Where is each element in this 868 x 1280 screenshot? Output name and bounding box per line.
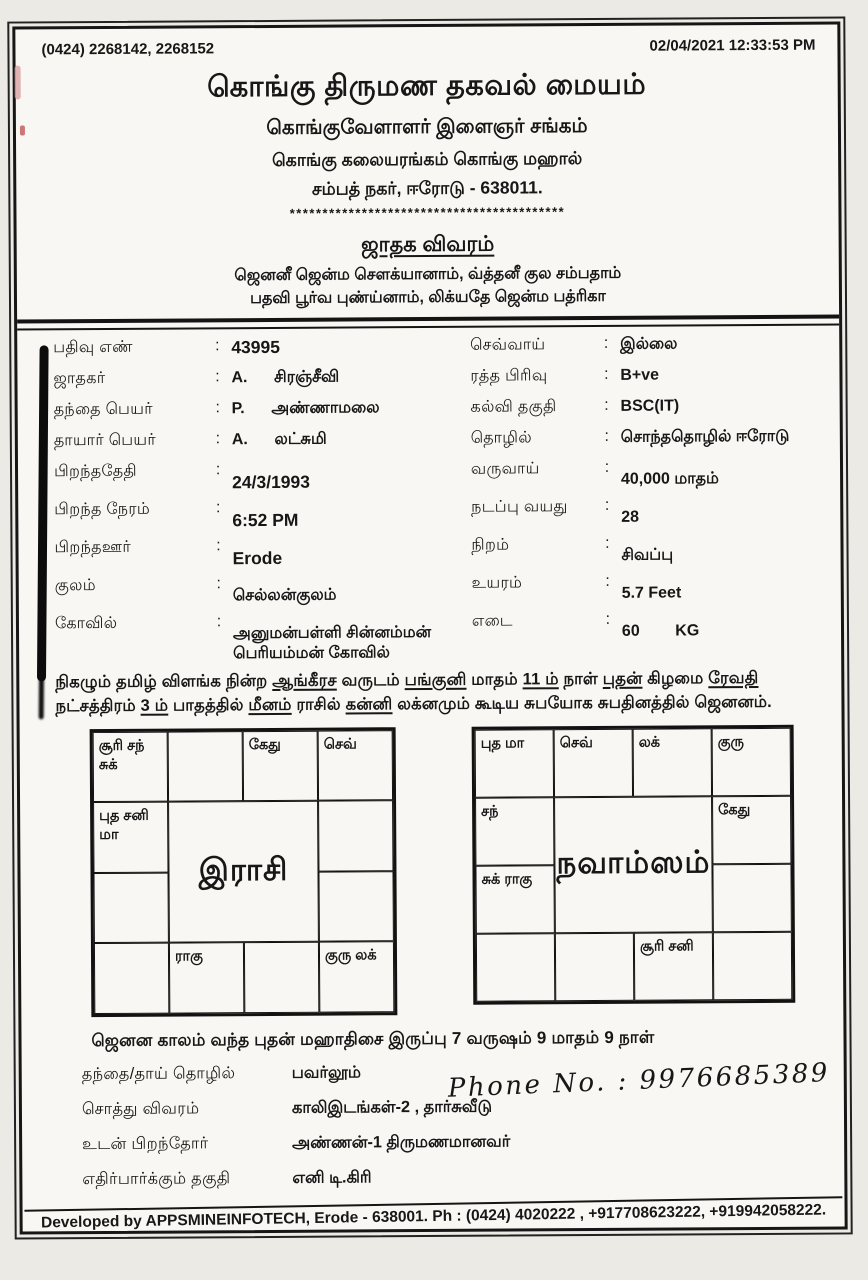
field-value: 40,000 மாதம் — [620, 470, 719, 488]
detail-row — [472, 610, 827, 650]
plain-text: நிகழும் தமிழ் விளங்க நின்ற — [55, 671, 273, 692]
field-value: 5.7 Feet — [621, 584, 682, 602]
astrology-charts — [20, 714, 844, 1017]
detail-row — [470, 396, 825, 429]
field-colon: : — [605, 572, 610, 590]
chart-title: நவாம்ஸம் — [554, 796, 713, 933]
field-value: A. லட்சுமி — [231, 430, 327, 449]
horoscope-intro — [17, 230, 839, 310]
field-label: உயரம் — [471, 574, 523, 592]
plain-text: ராசில் — [291, 695, 346, 714]
chart-house-cell: குரு லக் — [319, 942, 394, 1013]
dasa-balance-line: ஜெனன காலம் வந்த புதன் மஹாதிசை இருப்பு 7 வருஷம் 9 மாதம் 9 நாள் — [91, 1027, 655, 1050]
detail-row — [54, 536, 471, 577]
field-colon: : — [604, 427, 609, 445]
field-colon: : — [605, 534, 610, 552]
detail-row — [54, 498, 471, 539]
detail-row — [55, 574, 472, 615]
field-label: குலம் — [54, 577, 96, 595]
info-value: அண்ணன்-1 திருமணமானவர் — [292, 1132, 511, 1152]
chart-house-cell: புத சனி மா — [93, 802, 168, 873]
field-colon: : — [215, 368, 220, 386]
plain-text: கிழமை — [642, 669, 709, 688]
chart-house-cell: புத மா — [475, 729, 554, 797]
detail-row — [472, 572, 827, 612]
field-value: BSC(IT) — [620, 397, 680, 415]
organisation-address: சம்பத் நகர், ஈரோடு - 638011. — [311, 177, 543, 199]
chart-house-cell: சுக் ராகு — [475, 865, 554, 933]
chart-house-cell — [713, 932, 792, 1000]
detail-row — [471, 496, 826, 536]
chart-house-cell — [555, 933, 634, 1001]
chart-house-cell — [168, 731, 243, 802]
field-value: 24/3/1993 — [232, 471, 311, 493]
field-colon: : — [604, 396, 609, 414]
chart-house-cell — [476, 933, 555, 1001]
field-colon: : — [216, 613, 222, 631]
print-timestamp: 02/04/2021 12:33:53 PM — [649, 36, 816, 55]
field-colon: : — [215, 430, 221, 448]
field-colon: : — [604, 496, 610, 514]
plain-text: லக்னமும் கூடிய சுபயோக சுபதினத்தில் ஜெனனம். — [392, 692, 772, 714]
field-value: சொந்ததொழில் ஈரோடு — [620, 427, 790, 446]
field-value: 6:52 PM — [232, 509, 299, 531]
field-colon: : — [216, 537, 221, 555]
chart-house-cell: சூரி சந் சுக் — [93, 731, 168, 802]
field-colon: : — [215, 399, 220, 417]
field-colon: : — [214, 337, 220, 355]
info-label: உடன் பிறந்தோர் — [82, 1134, 209, 1153]
field-value: 28 — [621, 508, 640, 526]
field-value: சிவப்பு — [621, 546, 674, 564]
chart-house-cell: ராகு — [169, 942, 244, 1013]
plain-text: நட்சத்திரம் — [55, 696, 141, 716]
underlined-term: மீனம் — [248, 695, 292, 715]
chart-house-cell: கேது — [243, 731, 318, 802]
underlined-term: பங்குனி — [404, 670, 467, 690]
field-colon: : — [215, 499, 221, 517]
field-value: அனுமன்பள்ளி சின்னம்மன் பெரியம்மன் கோவில் — [232, 623, 432, 663]
field-value: P. அண்ணாமலை — [231, 399, 380, 418]
field-label: பிறந்தஊர் — [54, 538, 132, 557]
chart-house-cell: லக் — [633, 728, 712, 796]
field-label: கோவில் — [54, 614, 118, 633]
chart-house-cell — [93, 872, 168, 943]
plain-text: பாதத்தில் — [168, 696, 249, 715]
detail-row — [470, 334, 825, 367]
navamsam-chart — [472, 725, 796, 1005]
underlined-term: ஆங்கீரச — [272, 671, 337, 690]
detail-row — [53, 336, 470, 370]
details-right-column — [470, 334, 827, 663]
field-label: ஜாதகர் — [53, 369, 106, 388]
field-label: ரத்த பிரிவு — [470, 367, 548, 385]
field-colon: : — [603, 334, 609, 352]
rasi-chart — [90, 727, 398, 1017]
details-left-column — [53, 336, 472, 666]
chart-house-cell — [712, 864, 791, 932]
organisation-block — [16, 67, 839, 222]
field-label: நிறம் — [471, 536, 510, 554]
handwritten-phone-number: Phone No. : 9976685389 — [447, 1058, 831, 1104]
info-label: எதிர்பார்க்கும் தகுதி — [82, 1169, 231, 1188]
shloka-line-1: ஜெனனீ ஜென்ம சௌக்யானாம், வ்த்தனீ குல சம்பதாம் — [234, 264, 622, 285]
office-phone-numbers: (0424) 2268142, 2268152 — [41, 40, 215, 59]
info-label: தந்தை/தாய் தொழில் — [81, 1064, 236, 1083]
chart-title: இராசி — [168, 801, 319, 943]
info-value: பவர்லூம் — [291, 1063, 362, 1082]
field-label: பிறந்ததேதி — [53, 462, 137, 481]
field-label: தாயார் பெயர் — [53, 431, 157, 450]
organisation-hall: கொங்கு கலையரங்கம் கொங்கு மஹால் — [271, 148, 583, 170]
detail-row — [470, 365, 825, 398]
field-label: செவ்வாய் — [470, 336, 546, 354]
chart-house-cell — [318, 801, 393, 872]
personal-details-section — [17, 325, 841, 665]
underlined-term: கன்னி — [345, 695, 393, 714]
chart-house-cell: குரு — [712, 728, 791, 796]
info-label: சொத்து விவரம் — [81, 1099, 200, 1118]
info-value: காலிஇடங்கள்-2 , தார்சுவீடு — [291, 1097, 493, 1117]
detail-row — [471, 534, 826, 574]
field-colon: : — [605, 610, 611, 628]
underlined-term: புதன் — [602, 669, 643, 688]
underlined-term: ரேவதி — [708, 668, 759, 688]
chart-house-cell: கேது — [712, 796, 791, 864]
detail-row — [471, 458, 826, 498]
field-value: 60 KG — [621, 622, 700, 640]
scan-artifact — [20, 125, 25, 135]
detail-row — [54, 398, 471, 432]
detail-row — [54, 460, 471, 501]
plain-text: வருடம் — [336, 671, 405, 690]
field-label: பதிவு எண் — [53, 338, 133, 357]
developer-footer: Developed by APPSMINEINFOTECH, Erode - 638001. Ph : (0424) 4020222 , +917708623222, +919942058222. — [24, 1196, 842, 1235]
section-heading: ஜாதக விவரம் — [360, 232, 495, 257]
field-value: செல்லன்குலம் — [232, 586, 337, 605]
chart-house-cell: செவ் — [318, 730, 393, 801]
info-row — [82, 1130, 844, 1170]
field-label: வருவாய் — [470, 460, 540, 478]
field-label: நடப்பு வயது — [471, 498, 568, 516]
field-label: எடை — [471, 612, 513, 630]
field-value: 43995 — [231, 336, 281, 358]
detail-row — [53, 367, 470, 401]
field-value: A. சிரஞ்சீவி — [231, 368, 340, 387]
field-colon: : — [604, 458, 610, 476]
field-label: தந்தை பெயர் — [53, 400, 153, 419]
chart-house-cell: செவ் — [554, 729, 633, 797]
field-colon: : — [604, 365, 609, 383]
info-value: எனி டி.கிரி — [292, 1168, 372, 1187]
chart-house-cell — [94, 943, 169, 1014]
underlined-term: 3 ம் — [140, 696, 169, 715]
organisation-association: கொங்குவேளாளர் இளைஞர் சங்கம் — [266, 115, 588, 139]
detail-row — [54, 429, 471, 463]
chart-house-cell: சந் — [475, 797, 554, 865]
birth-note-paragraph — [19, 660, 841, 719]
organisation-title: கொங்கு திருமண தகவல் மையம் — [207, 68, 647, 104]
field-colon: : — [216, 575, 221, 593]
chart-house-cell — [244, 942, 319, 1013]
underlined-term: 11 ம் — [522, 670, 559, 689]
detail-row — [471, 427, 826, 460]
chart-house-cell: சூரி சனி — [634, 932, 713, 1000]
document-header — [15, 25, 837, 59]
scan-artifact — [15, 65, 21, 99]
field-colon: : — [215, 461, 221, 479]
field-label: பிறந்த நேரம் — [54, 500, 151, 519]
star-divider: ****************************************** — [289, 204, 566, 221]
chart-house-cell — [318, 871, 393, 942]
field-value: இல்லை — [620, 335, 678, 353]
detail-row — [55, 612, 472, 666]
field-value: B+ve — [620, 366, 660, 384]
plain-text: நாள் — [558, 669, 603, 689]
plain-text: மாதம் — [466, 670, 523, 689]
document-page — [12, 21, 847, 1234]
shloka-line-2: பதவி பூர்வ புண்ய்னாம், லிக்யதே ஜென்ம பத்ரிகா — [250, 287, 606, 308]
field-label: கல்வி தகுதி — [470, 398, 557, 416]
field-value: Erode — [232, 547, 283, 569]
field-label: தொழில் — [470, 429, 532, 447]
